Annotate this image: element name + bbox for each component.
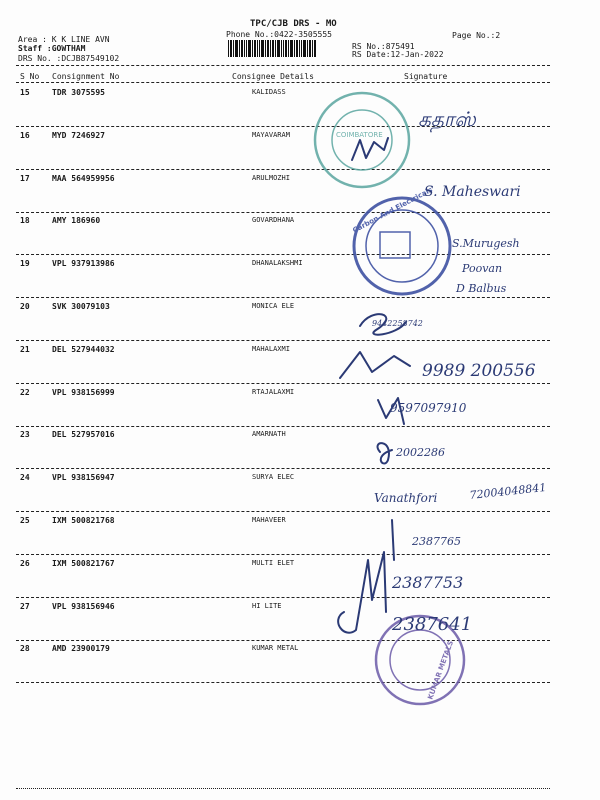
row-consignment: MYD 7246927 xyxy=(52,131,105,140)
signature-row19-c: D Balbus xyxy=(456,282,507,295)
row-sno: 23 xyxy=(20,430,30,439)
row-consignment: VPL 938156947 xyxy=(52,473,115,482)
row-sno: 28 xyxy=(20,644,30,653)
staff-label: Staff :GOWTHAM xyxy=(18,44,86,53)
row-consignment: VPL 937913986 xyxy=(52,259,115,268)
rs-number: RS No.:875491 xyxy=(352,42,415,51)
row-consignee: MAHAVEER xyxy=(252,516,286,524)
row-sno: 24 xyxy=(20,473,30,482)
row-consignment: VPL 938156946 xyxy=(52,602,115,611)
column-sno: S No xyxy=(20,72,40,81)
row-sno: 21 xyxy=(20,345,30,354)
signature-row20: 9442258742 xyxy=(372,319,423,328)
signature-row24-b: 72004048841 xyxy=(468,481,547,502)
signature-row19-a: S.Murugesh xyxy=(452,237,520,250)
signature-row21: 9989 200556 xyxy=(422,361,536,381)
column-signature: Signature xyxy=(404,72,448,81)
stamp-text-company: Carbon And Electricals xyxy=(351,185,434,235)
row-sno: 17 xyxy=(20,174,30,183)
row-consignment: VPL 938156999 xyxy=(52,388,115,397)
row-consignment: SVK 30079103 xyxy=(52,302,110,311)
row-consignment: DEL 527957016 xyxy=(52,430,115,439)
row-consignment: DEL 527944032 xyxy=(52,345,115,354)
column-consignment: Consignment No xyxy=(52,72,120,81)
row-sno: 26 xyxy=(20,559,30,568)
signature-row25: 2387765 xyxy=(412,535,461,548)
signature-row16-scribble xyxy=(352,138,388,160)
row-consignee: KALIDASS xyxy=(252,88,286,96)
row-consignee: HI LITE xyxy=(252,602,282,610)
column-consignee: Consignee Details xyxy=(232,72,314,81)
row-sno: 15 xyxy=(20,88,30,97)
page-number: Page No.:2 xyxy=(452,31,501,40)
area-label: Area : K K LINE AVN xyxy=(18,35,110,44)
signature-row15: கதாஸ் xyxy=(418,107,476,131)
document-title: TPC/CJB DRS - MO xyxy=(250,19,337,29)
row-consignment: AMY 186960 xyxy=(52,216,101,225)
row-consignment: AMD 23900179 xyxy=(52,644,110,653)
signature-row23: 2002286 xyxy=(396,446,445,459)
row-sno: 16 xyxy=(20,131,30,140)
company-seal-stamp xyxy=(351,186,450,294)
row-sno: 20 xyxy=(20,302,30,311)
row-consignee: SURYA ELEC xyxy=(252,473,295,481)
signature-row22: 9597097910 xyxy=(390,401,467,415)
row-consignment: MAA 564959956 xyxy=(52,174,115,183)
row-consignee: RTAJALAXMI xyxy=(252,388,295,396)
stamp-text-kumar: KUMAR METALS xyxy=(426,639,456,701)
signature-row23-scribble xyxy=(378,443,392,463)
row-sno: 19 xyxy=(20,259,30,268)
row-sno: 18 xyxy=(20,216,30,225)
row-consignee: ARULMOZHI xyxy=(252,174,290,182)
phone-number: Phone No.:0422-3505555 xyxy=(226,30,332,39)
drs-number: DRS No. :DCJB87549102 xyxy=(18,54,120,63)
row-consignee: MAHALAXMI xyxy=(252,345,290,353)
signature-row19-b: Poovan xyxy=(462,262,503,275)
signature-row24-a: Vanathfori xyxy=(374,491,438,505)
signature-row27: 2387641 xyxy=(392,614,473,635)
row-consignment: TDR 3075595 xyxy=(52,88,105,97)
row-consignment: IXM 500821768 xyxy=(52,516,115,525)
row-consignee: MULTI ELET xyxy=(252,559,295,567)
row-sno: 22 xyxy=(20,388,30,397)
stamp-text-coimbatore: COIMBATORE xyxy=(336,131,383,139)
rs-date: RS Date:12-Jan-2022 xyxy=(352,50,444,59)
row-sno: 27 xyxy=(20,602,30,611)
signature-row26: 2387753 xyxy=(392,573,464,592)
row-consignee: KUMAR METAL xyxy=(252,644,299,652)
row-consignee: MONICA ELE xyxy=(252,302,295,310)
row-sno: 25 xyxy=(20,516,30,525)
row-consignee: GOVARDHANA xyxy=(252,216,295,224)
row-consignee: MAYAVARAM xyxy=(252,131,290,139)
row-consignment: IXM 500821767 xyxy=(52,559,115,568)
signature-row21-scribble xyxy=(340,352,410,378)
signature-row17: S. Maheswari xyxy=(424,184,521,200)
page-bottom-edge xyxy=(16,788,550,789)
courier-seal-stamp xyxy=(315,93,409,187)
row-consignee: AMARNATH xyxy=(252,430,286,438)
signature-row25-27-scribble xyxy=(338,520,394,633)
row-consignee: DHANALAKSHMI xyxy=(252,259,303,267)
